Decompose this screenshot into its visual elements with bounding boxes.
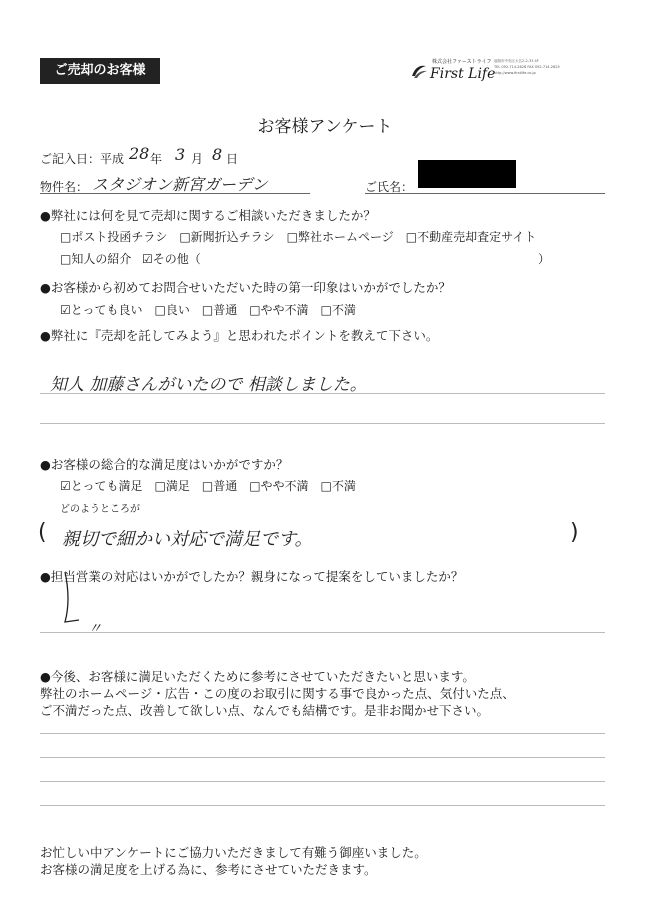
company-address (494, 58, 604, 76)
property-label: 物件名： (40, 180, 89, 194)
q5-question: ●担当営業の対応はいかがでしたか？親身になって提案をしていましたか？ (40, 569, 464, 584)
date-era-year: 28 (129, 144, 150, 163)
q1-option-other: ☑その他（ (142, 252, 201, 266)
property-underline (40, 193, 310, 194)
address-line: 福岡市中央区大名2-2-33 4F (494, 59, 539, 63)
footer-line2: お客様の満足度を上げる為に、参考にさせていただきます。 (40, 862, 377, 877)
footer-line1: お忙しい中アンケートにご協力いただきまして有難う御座いました。 (40, 845, 427, 860)
swoosh-icon (410, 62, 428, 80)
property-value: スタジオン新宮ガーデン (92, 175, 268, 194)
date-day: 8 (212, 145, 223, 164)
date-day-suffix: 日 (226, 152, 239, 166)
q6-line2: 弊社のホームページ・広告・この度のお取引に関する事で良かった点、気付いた点、 (40, 686, 515, 701)
ruled-line (40, 757, 605, 758)
ruled-line (40, 423, 605, 424)
redacted-name (418, 160, 516, 188)
ruled-line (40, 805, 605, 806)
q1-question: ●弊社には何を見て売却に関するご相談いただきましたか？ (40, 208, 376, 223)
arrow-icon (55, 570, 85, 630)
q6-question: ●今後、お客様に満足いただくために参考にさせていただきたいと思います。 (40, 669, 475, 684)
ruled-line (40, 733, 605, 734)
q3-question: ●弊社に『売却を託してみよう』と思われたポイントを教えて下さい。 (40, 328, 439, 343)
ruled-line (40, 632, 605, 633)
q4-sub-label: どのようところが (60, 504, 140, 515)
company-small-name: 株式会社ファーストライフ (432, 59, 492, 65)
section-badge: ご売却のお客様 (40, 58, 160, 84)
q6-line3: ご不満だった点、改善して欲しい点、なんでも結構です。是非お聞かせ下さい。 (40, 703, 490, 718)
date-month-suffix: 月 (191, 152, 204, 166)
q4-question: ●お客様の総合的な満足度はいかがですか？ (40, 457, 289, 472)
ruled-line (40, 393, 605, 394)
q3-answer: 知人 加藤さんがいたので 相談しました。 (50, 375, 367, 395)
open-bracket: ( (38, 520, 47, 545)
q1-option-other-close: ） (538, 252, 551, 266)
date-year-suffix: 年 (150, 152, 163, 166)
q2-question: ●お客様から初めてお問合せいただいた時の第一印象はいかがでしたか？ (40, 280, 451, 295)
q2-options: ☑とっても良い □良い □普通 □やや不満 □不満 (60, 303, 356, 317)
q4-options: ☑とっても満足 □満足 □普通 □やや不満 □不満 (60, 479, 356, 493)
customer-underline (365, 193, 605, 194)
address-line: TEL 092-714-2626 FAX 092-714-2625 (494, 65, 560, 69)
company-name: First Life (430, 66, 496, 82)
ruled-line (40, 781, 605, 782)
customer-label: ご氏名： (365, 180, 414, 194)
date-month: 3 (175, 145, 186, 164)
q5-answer: 〃 (88, 621, 102, 637)
q4-answer: 親切で細かい対応で満足です。 (62, 529, 313, 550)
q1-option-referral: □知人の紹介 (60, 252, 132, 266)
address-line: http://www.firstlife.co.jp (494, 71, 536, 75)
close-bracket: ) (570, 520, 579, 545)
date-label: ご記入日：平成 (40, 152, 125, 166)
q1-options-row1: □ポスト投函チラシ □新聞折込チラシ □弊社ホームページ □不動産売却査定サイト (60, 230, 537, 244)
company-logo (410, 58, 496, 84)
page-title: お客様アンケート (257, 117, 393, 137)
